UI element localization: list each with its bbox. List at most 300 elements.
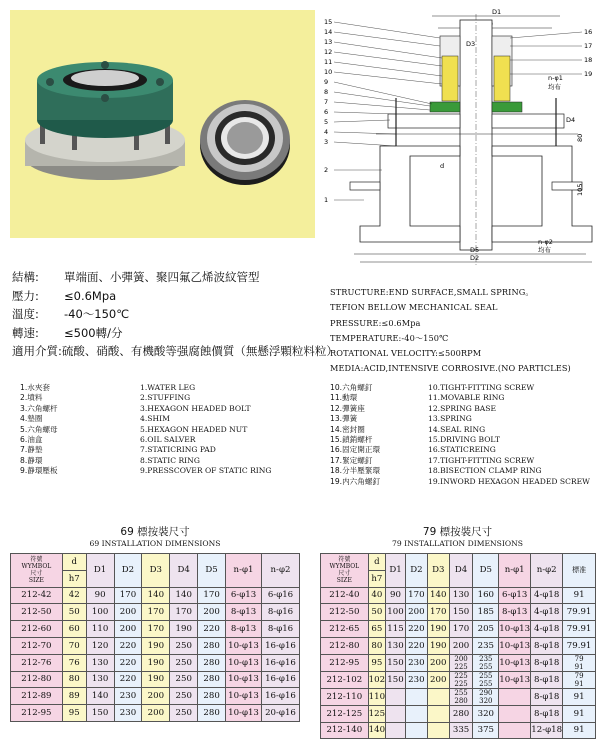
table-cell: 70 [62,637,86,654]
table-cell: 110 [86,621,114,638]
split-value: 200 [454,654,468,663]
table-cell: 110 [368,688,385,705]
corner-text: WYMBOL [21,563,52,571]
hole-label: 均布 [548,83,561,91]
table-cell: 102 [368,671,385,688]
table-cell [405,688,427,705]
column-header: n-φ1 [226,554,262,588]
table-row [11,654,300,671]
table-cell: 16-φ16 [261,637,299,654]
table-cell [386,688,406,705]
table-row [321,604,596,621]
table-row [321,688,596,705]
table-cell: 170 [427,604,449,621]
table-cell: 42 [62,587,86,604]
table-cell: 190 [170,621,198,638]
table-cell: 89 [62,688,86,705]
table-cell: 8-φ18 [531,688,563,705]
standard-header: 標准 [563,554,596,588]
split-value: 280 [454,696,468,705]
spec-row [12,268,338,287]
table-cell: 212-70 [11,637,63,654]
table-cell: 200 [449,637,473,654]
table-cell: 8-φ13 [499,604,531,621]
table-cell: 8-φ18 [531,705,563,722]
spec-row [12,342,338,361]
callout: 17 [584,42,593,50]
split-value: 91 [574,662,584,671]
part-item: 10.六角螺釘 [330,383,373,392]
corner-cell [321,554,369,588]
table-cell-split [449,688,473,705]
part-item: 12.SPRING BASE [428,403,497,413]
table-row [11,688,300,705]
table-cell: 150 [386,654,406,671]
part-item: 14.SEAL RING [428,424,486,434]
column-header: d [62,554,86,571]
table-row [321,671,596,688]
table-cell: 220 [114,637,142,654]
table-cell: 250 [170,671,198,688]
table-cell: 130 [386,637,406,654]
table-cell [499,688,531,705]
table-cell: 190 [142,671,170,688]
spec-line: TEFION BELLOW MECHANICAL SEAL [330,302,498,313]
header-row [11,554,300,571]
table-cell: 212-42 [11,587,63,604]
table-cell: 212-50 [321,604,369,621]
table-cell: 250 [170,637,198,654]
callout: 9 [324,78,329,86]
table69-title-en: 69 INSTALLATION DIMENSIONS [89,539,221,548]
table-cell [427,688,449,705]
table-cell: 200 [142,688,170,705]
column-header: D3 [142,554,170,588]
table79-title-en: 79 INSTALLATION DIMENSIONS [392,539,523,548]
split-value: 225 [454,662,468,671]
tolerance-cell: h7 [368,570,385,587]
table-cell: 250 [170,705,198,722]
table-cell: 6-φ16 [261,587,299,604]
table-cell: 20-φ16 [261,705,299,722]
table-cell: 79.91 [563,604,596,621]
table-cell [427,705,449,722]
callout: 13 [324,38,333,46]
dim-label: D2 [470,254,480,262]
seal-assembly-diagram [320,6,598,284]
table-cell: 212-65 [321,621,369,638]
corner-text: WYMBOL [329,563,360,571]
column-header: D2 [405,554,427,588]
table-cell: 212-95 [11,705,63,722]
column-header: d [368,554,385,571]
table-cell: 140 [427,587,449,604]
table-cell: 65 [368,621,385,638]
table-cell: 4-φ18 [531,621,563,638]
table-cell: 91 [563,688,596,705]
column-header: n-φ2 [531,554,563,588]
table-cell: 8-φ13 [226,604,262,621]
corner-text: 尺寸 [338,570,351,578]
table-cell: 91 [563,587,596,604]
table-cell: 140 [368,722,385,739]
table-cell: 100 [86,604,114,621]
spec-row [12,324,338,343]
dim-label: D5 [470,246,480,254]
table-cell: 220 [114,671,142,688]
part-item: 18.分半壓緊環 [330,466,381,476]
spec-line: MEDIA:ACID,INTENSIVE CORROSIVE.(NO PARTICLES) [330,363,571,374]
table-cell: 185 [473,604,499,621]
table-cell: 230 [405,654,427,671]
table-cell: 79.91 [563,637,596,654]
part-item: 12.彈簧座 [330,403,365,413]
table-row [321,637,596,654]
callout: 12 [324,48,333,56]
callout: 6 [324,108,329,116]
parts-list-right-cn [330,383,380,487]
table-cell: 212-125 [321,705,369,722]
table-cell: 140 [170,587,198,604]
table-cell: 8-φ18 [531,637,563,654]
callout: 18 [584,56,593,64]
table-cell: 212-60 [11,621,63,638]
table-cell-split [473,688,499,705]
part-item: 2.STUFFING [140,393,191,403]
table-row [11,637,300,654]
table-cell: 280 [198,654,226,671]
table-cell: 280 [198,637,226,654]
table-cell: 230 [114,705,142,722]
column-header: D4 [170,554,198,588]
table-cell-split [563,671,596,688]
table-cell: 10-φ13 [499,637,531,654]
table-cell: 220 [198,621,226,638]
table-cell: 130 [449,587,473,604]
part-item: 13.彈簧 [330,414,358,424]
table-row [11,671,300,688]
table-cell [499,705,531,722]
table-cell: 115 [386,621,406,638]
part-item: 13.SPRING [428,414,472,424]
table-cell: 212-50 [11,604,63,621]
table-cell: 80 [62,671,86,688]
part-item: 19.INWORD HEXAGON HEADED SCREW [428,476,590,486]
table-cell: 280 [198,688,226,705]
part-item: 3.六角螺杆 [20,403,58,413]
table-row [321,621,596,638]
table-cell: 8-φ18 [531,671,563,688]
part-item: 5.六角螺母 [20,424,58,434]
callout: 7 [324,98,329,106]
split-value: 255 [479,662,493,671]
spec-row [12,305,338,324]
table-cell: 125 [368,705,385,722]
table-cell: 335 [449,722,473,739]
table-cell: 10-φ13 [499,671,531,688]
table-cell: 10-φ13 [226,637,262,654]
table-cell: 170 [114,587,142,604]
spec-label: 溫度: [12,307,39,322]
part-item: 11.MOVABLE RING [428,393,505,403]
split-value: 255 [479,679,493,688]
callout: 2 [324,166,329,174]
table-cell: 130 [86,671,114,688]
table-cell: 120 [86,637,114,654]
table-cell: 4-φ18 [531,587,563,604]
part-item: 9.PRESSCOVER OF STATIC RING [140,466,272,476]
table-cell [386,705,406,722]
table-cell: 200 [427,671,449,688]
table-cell [405,705,427,722]
table-cell: 212-95 [321,654,369,671]
part-item: 19.内六角螺釘 [330,476,381,486]
table-cell: 190 [427,621,449,638]
spec-label: 適用介質: [12,344,62,359]
table-cell: 212-89 [11,688,63,705]
table-cell: 10-φ13 [499,654,531,671]
dim-label: d [440,162,445,170]
column-header: D5 [473,554,499,588]
corner-text: 符號 [338,556,351,564]
parts-list-left-en [140,383,272,477]
table-cell-split [473,654,499,671]
split-value: 290 [479,688,493,697]
part-item: 6.油盒 [20,435,43,445]
table-cell-split [473,671,499,688]
table-cell: 6-φ13 [226,587,262,604]
table-row [321,587,596,604]
spec-value: -40～150℃ [64,307,130,322]
callout: 8 [324,88,329,96]
spec-line: STRUCTURE:END SURFACE,SMALL SPRING。 [330,287,534,297]
table-cell: 6-φ13 [499,587,531,604]
dim-label: D3 [466,40,476,48]
table-cell: 250 [170,654,198,671]
column-header: D1 [86,554,114,588]
table-cell [427,722,449,739]
callout: 19 [584,70,593,78]
table-cell: 190 [142,654,170,671]
part-item: 16.固定開正環 [330,445,381,455]
table-row [11,604,300,621]
corner-text: SIZE [336,577,352,585]
part-item: 17.TIGHT-FITTING SCREW [428,455,535,465]
split-value: 79 [574,671,584,680]
dim-label: D1 [492,8,502,16]
table-cell: 10-φ13 [499,621,531,638]
column-header: n-φ1 [499,554,531,588]
table69-title-cn: 69 標按裝尺寸 [120,526,190,538]
table-cell: 16-φ16 [261,671,299,688]
table-cell: 91 [563,705,596,722]
table-cell: 50 [62,604,86,621]
table-cell-split [449,654,473,671]
spec-value: ≤0.6Mpa [64,288,117,303]
table-cell-split [449,671,473,688]
dim-label: D4 [566,116,576,124]
table69 [10,553,300,722]
table-cell: 320 [473,705,499,722]
table-cell-split [563,654,596,671]
table-cell: 76 [62,654,86,671]
table-row [11,587,300,604]
table-cell: 16-φ16 [261,654,299,671]
callout: 3 [324,138,329,146]
parts-list-left-cn [20,383,58,477]
part-item: 1.WATER LEG [140,383,196,392]
table-cell: 200 [114,604,142,621]
dim-label: 105 [576,183,584,196]
table-cell: 230 [114,688,142,705]
table-cell: 130 [86,654,114,671]
split-value: 79 [574,654,584,663]
column-header: D3 [427,554,449,588]
table-cell: 100 [386,604,406,621]
table-row [11,621,300,638]
table-cell: 10-φ13 [226,671,262,688]
table-cell: 212-102 [321,671,369,688]
table-cell: 10-φ13 [226,705,262,722]
spec-line: TEMPERATURE:-40～150℃ [330,332,449,343]
table-cell: 4-φ18 [531,604,563,621]
callout: 14 [324,28,333,36]
table-cell: 170 [198,587,226,604]
table-cell: 220 [405,621,427,638]
callout: 16 [584,28,593,36]
spec-label: 結構: [12,270,39,284]
table-cell: 200 [405,604,427,621]
corner-cell [11,554,63,588]
callout: 4 [324,128,329,136]
spec-line: PRESSURE:≤0.6Mpa [330,317,421,328]
table-cell: 280 [198,705,226,722]
table-cell: 200 [198,604,226,621]
split-value: 255 [479,671,493,680]
part-item: 17.緊定螺釘 [330,455,373,465]
table-cell: 200 [427,654,449,671]
column-header: D5 [198,554,226,588]
table-cell: 8-φ16 [261,621,299,638]
table-row [321,654,596,671]
table-cell: 200 [142,705,170,722]
table-cell: 8-φ16 [261,604,299,621]
table-cell: 190 [427,637,449,654]
table-cell: 170 [142,621,170,638]
table79-title-cn: 79 標按裝尺寸 [422,526,493,538]
tolerance-cell: h7 [62,570,86,587]
table-cell: 140 [86,688,114,705]
split-value: 225 [454,679,468,688]
part-item: 6.OIL SALVER [140,435,196,445]
corner-text: 符號 [30,556,43,564]
mechanical-seal-illustration [10,10,315,238]
header-row [321,554,596,571]
callout: 11 [324,58,333,66]
part-item: 11.動環 [330,393,358,403]
table-cell: 95 [368,654,385,671]
spec-label: 壓力: [12,288,39,303]
table-cell: 190 [142,637,170,654]
part-item: 15.DRIVING BOLT [428,435,500,445]
part-item: 7.静墊 [20,445,43,455]
part-item: 7.STATICRING PAD [140,445,216,455]
corner-text: SIZE [28,577,44,585]
table-row [321,705,596,722]
callout: 10 [324,68,333,76]
table-cell: 170 [405,587,427,604]
callout: 5 [324,118,329,126]
table79-caption [320,524,595,548]
part-item: 8.STATIC RING [140,455,200,465]
table-cell: 8-φ18 [531,654,563,671]
table-cell: 90 [386,587,406,604]
corner-text: 尺寸 [30,570,43,578]
column-header: D4 [449,554,473,588]
split-value: 235 [479,654,493,663]
specs-english [330,285,571,377]
spec-value: 硫酸、硝酸、有機酸等强腐蝕價質（無懸浮顆粒料粒） [61,344,338,359]
table-cell: 140 [142,587,170,604]
table-cell: 205 [473,621,499,638]
hole-label: n-φ1 [548,74,563,82]
table-cell: 212-40 [321,587,369,604]
table-cell: 95 [62,705,86,722]
table-cell: 160 [473,587,499,604]
column-header: D1 [386,554,406,588]
dim-label: 80 [576,133,584,142]
table69-caption [10,524,300,548]
table-cell: 90 [86,587,114,604]
table-cell [499,722,531,739]
split-value: 225 [454,671,468,680]
part-item: 3.HEXAGON HEADED BOLT [140,403,251,413]
table-cell: 12-φ18 [531,722,563,739]
callout: 15 [324,18,333,26]
part-item: 14.密封圈 [330,424,365,434]
table-cell: 170 [449,621,473,638]
table-cell: 375 [473,722,499,739]
column-header: D2 [114,554,142,588]
hole-label: 均布 [538,246,551,254]
column-header: n-φ2 [261,554,299,588]
callout: 1 [324,196,329,204]
table-cell: 212-76 [11,654,63,671]
spec-label: 轉速: [12,325,39,340]
split-value: 320 [479,696,493,705]
hole-label: n-φ2 [538,238,553,246]
table-cell: 91 [563,722,596,739]
table-cell: 50 [368,604,385,621]
table-cell: 220 [405,637,427,654]
table-cell: 212-80 [11,671,63,688]
part-item: 5.HEXAGON HEADED NUT [140,424,248,434]
table-cell [386,722,406,739]
table-cell: 60 [62,621,86,638]
table-cell: 280 [449,705,473,722]
table-cell: 230 [405,671,427,688]
specs-chinese [12,268,338,361]
part-item: 8.静環 [20,455,43,465]
table-cell: 235 [473,637,499,654]
part-item: 18.BISECTION CLAMP RING [428,466,542,476]
split-value: 91 [574,679,584,688]
table79 [320,553,596,739]
table-cell: 170 [170,604,198,621]
part-item: 4.墊圈 [20,414,43,424]
part-item: 1.水夾套 [20,383,51,392]
table-cell: 10-φ13 [226,688,262,705]
